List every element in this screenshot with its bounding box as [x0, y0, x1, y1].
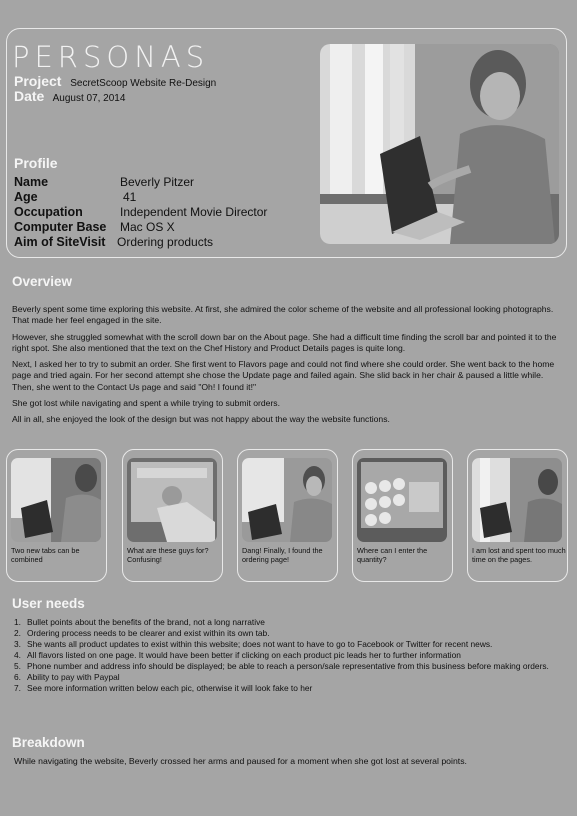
project-label: Project — [14, 73, 62, 89]
overview-paragraph: All in all, she enjoyed the look of the design but was not happy about the way the website functions. — [12, 414, 390, 425]
photo-thumbnail — [127, 458, 217, 542]
list-number: 2. — [14, 628, 21, 638]
profile-value: Beverly Pitzer — [120, 174, 195, 189]
project-row — [14, 73, 216, 89]
photo-thumbnail — [357, 458, 447, 542]
profile-value: Ordering products — [117, 234, 214, 249]
list-number: 7. — [14, 683, 21, 693]
profile-label: Age — [14, 189, 38, 204]
profile-row-age — [14, 189, 267, 204]
profile-label: Aim of SiteVisit — [14, 234, 106, 249]
overview-paragraph: Beverly spent some time exploring this website. At first, she admired the color scheme of the website and all professional looking photographs. That made her feel engaged in the site. — [12, 304, 554, 326]
profile-value: Mac OS X — [120, 219, 175, 234]
list-number: 4. — [14, 650, 21, 660]
list-text: See more information written below each pic, otherwise it will look fake to her — [27, 683, 313, 693]
overview-body — [12, 304, 562, 431]
photo-caption: Dang! Finally, I found the ordering page! — [242, 546, 323, 564]
photo-thumbnail — [242, 458, 332, 542]
page-title: PERSONAS — [12, 40, 210, 74]
profile-row-name — [14, 174, 267, 189]
photo-card — [6, 449, 107, 582]
user-needs-heading: User needs — [12, 596, 85, 611]
photo-caption: Where can I enter the quantity? — [357, 546, 428, 564]
date-label: Date — [14, 88, 45, 104]
photo-caption: I am lost and spent too much time on the pages. — [472, 546, 566, 564]
profile-table — [14, 174, 267, 249]
profile-label: Occupation — [14, 204, 83, 219]
list-number: 3. — [14, 639, 21, 649]
profile-value: Independent Movie Director — [120, 204, 268, 219]
photo-card — [352, 449, 453, 582]
list-item — [14, 639, 566, 650]
profile-row-computer-base — [14, 219, 267, 234]
list-text: Bullet points about the benefits of the brand, not a long narrative — [27, 617, 265, 627]
list-text: Phone number and address info should be displayed; be able to reach a person/sale representative from this business before making orders. — [27, 661, 549, 671]
list-number: 1. — [14, 617, 21, 627]
list-text: Ordering process needs to be clearer and exist within its own tab. — [27, 628, 270, 638]
photo-card — [237, 449, 338, 582]
date-row — [14, 88, 125, 104]
breakdown-heading: Breakdown — [12, 735, 85, 750]
list-item — [14, 683, 566, 694]
list-item — [14, 617, 566, 628]
list-item — [14, 661, 566, 672]
profile-value: 41 — [123, 189, 137, 204]
photo-card — [122, 449, 223, 582]
list-text: Ability to pay with Paypal — [27, 672, 120, 682]
list-text: All flavors listed on one page. It would have been better if clicking on each product pic leads her to further information — [27, 650, 461, 660]
breakdown-text: While navigating the website, Beverly crossed her arms and paused for a moment when she got lost at several points. — [14, 756, 467, 766]
photo-thumbnail — [472, 458, 562, 542]
list-number: 6. — [14, 672, 21, 682]
photo-card — [467, 449, 568, 582]
list-item — [14, 672, 566, 683]
photo-caption: Two new tabs can be combined — [11, 546, 80, 564]
photo-thumbnail — [11, 458, 101, 542]
project-value: SecretScoop Website Re-Design — [70, 78, 217, 89]
profile-heading: Profile — [14, 155, 58, 171]
list-text: She wants all product updates to exist within this website; does not want to have to go to Facebook or Twitter for recent news. — [27, 639, 493, 649]
list-item — [14, 628, 566, 639]
user-needs-list — [14, 617, 566, 694]
profile-label: Computer Base — [14, 219, 107, 234]
date-value: August 07, 2014 — [52, 93, 126, 104]
overview-heading: Overview — [12, 274, 73, 289]
profile-label: Name — [14, 174, 49, 189]
profile-row-occupation — [14, 204, 267, 219]
list-number: 5. — [14, 661, 21, 671]
overview-paragraph: Next, I asked her to try to submit an order. She first went to Flavors page and could not find where she could order. She went back to the home page and tried again. For her second attempt she chose the Update page and failed again. She slid back in her chair & paused a little while. Then, she went to the Contact Us page and said "Oh! I found it!" — [12, 359, 555, 392]
photo-caption: What are these guys for? Confusing! — [127, 546, 209, 564]
list-item — [14, 650, 566, 661]
overview-paragraph: She got lost while navigating and spent a while trying to submit orders. — [12, 398, 280, 409]
overview-paragraph: However, she struggled somewhat with the scroll down bar on the About page. She had a difficult time finding the scroll bar and pointed it to the right spot. She also mentioned that the text on the Chef History and Product Details pages is quite long. — [12, 331, 557, 353]
persona-photo — [320, 44, 559, 244]
profile-row-aim — [14, 234, 267, 249]
